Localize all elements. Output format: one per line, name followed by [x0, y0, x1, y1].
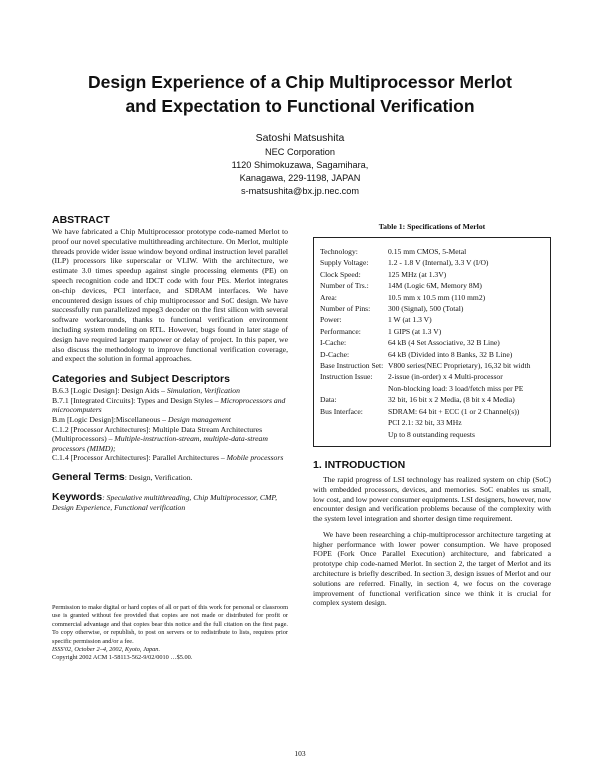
- categories-list: [52, 386, 288, 463]
- spec-row: [320, 280, 544, 291]
- spec-row: [320, 406, 544, 417]
- spec-key: Instruction Issue:: [320, 372, 373, 382]
- spec-value: 1 GIPS (at 1.3 V): [388, 326, 442, 336]
- spec-value: SDRAM: 64 bit + ECC (1 or 2 Channel(s)): [388, 406, 520, 416]
- spec-row: [320, 257, 544, 268]
- spec-key: D-Cache:: [320, 349, 350, 359]
- spec-row: [320, 394, 544, 405]
- general-terms-text: : Design, Verification.: [124, 472, 193, 482]
- spec-key: Bus Interface:: [320, 406, 363, 416]
- category-item: C.1.2 [Processor Architectures]: Multiple Data Stream Architectures (Multiprocessors) – Multiple-instruction-stream, multiple-data-stream processors (MIMD);: [52, 424, 268, 453]
- keywords-label: Keywords: [52, 490, 103, 503]
- spec-row: [320, 292, 544, 303]
- spec-value: 1.2 - 1.8 V (Internal), 3.3 V (I/O): [388, 258, 489, 268]
- keywords: [52, 492, 288, 513]
- spec-row: [320, 417, 544, 428]
- copyright-footnote: [52, 604, 288, 663]
- spec-key: Area:: [320, 292, 337, 302]
- spec-key: Number of Pins:: [320, 304, 371, 314]
- spec-key: Number of Trs.:: [320, 281, 369, 291]
- categories-heading: Categories and Subject Descriptors: [52, 373, 230, 386]
- spec-key: Technology:: [320, 247, 358, 256]
- spec-row: [320, 326, 544, 337]
- spec-value: 14M (Logic 6M, Memory 8M): [388, 281, 482, 291]
- category-item: B.m [Logic Design]:Miscellaneous – Design management: [52, 414, 231, 424]
- page-number: 103: [294, 749, 306, 758]
- category-item: C.1.4 [Processor Architectures]: Parallel Architectures – Mobile processors: [52, 453, 284, 463]
- author-block: [140, 132, 460, 198]
- paper-title: [40, 70, 560, 118]
- spec-row: [320, 314, 544, 325]
- venue-text: ISSS'02, October 2–4, 2002, Kyoto, Japan.: [52, 646, 161, 654]
- spec-key: Data:: [320, 395, 337, 405]
- spec-value: V800 series(NEC Proprietary), 16,32 bit width: [388, 361, 531, 371]
- general-terms: [52, 472, 288, 483]
- spec-table: [313, 237, 551, 447]
- spec-row: [320, 349, 544, 360]
- right-column: [313, 222, 551, 608]
- intro-paragraph-2: We have been researching a chip-multiprocessor architecture targeting at higher performance with lower power consumption. We have proposed FOPE (Fork Once Parallel Execution) architecture, and fabricated a prototype chip code-named Merlot. In section 2, the target of Merlot and its architecture is briefly described. In section 3, design issues of Merlot and our solutions are referred. Finally, in section 4, we focus on the coverage improvement of functional verification since we think it is crucial for complex system design.: [313, 529, 551, 608]
- spec-row: [320, 337, 544, 348]
- spec-value: 2-issue (in-order) x 4 Multi-processor: [388, 372, 503, 382]
- category-item: B.7.1 [Integrated Circuits]: Types and Design Styles – Microprocessors and microcomputers: [52, 395, 286, 415]
- spec-value: PCI 2.1: 32 bit, 33 MHz: [388, 418, 462, 428]
- spec-value: 32 bit, 16 bit x 2 Media, (8 bit x 4 Media): [388, 395, 515, 405]
- spec-row: [320, 360, 544, 371]
- title-line-1: Design Experience of a Chip Multiprocessor Merlot: [88, 72, 512, 92]
- category-item: B.6.3 [Logic Design]: Design Aids – Simulation, Verification: [52, 386, 240, 396]
- spec-key: Performance:: [320, 326, 361, 336]
- spec-row: [320, 303, 544, 314]
- author-affiliation: NEC Corporation: [265, 147, 335, 157]
- spec-key: [320, 429, 388, 440]
- spec-value: Non-blocking load: 3 load/fetch miss per PE: [388, 383, 524, 393]
- spec-key: Base Instruction Set:: [320, 361, 384, 371]
- keywords-text: : Speculative multithreading, Chip Multiprocessor, CMP, Design Experience, Functional verification: [52, 492, 277, 512]
- abstract-heading: ABSTRACT: [52, 214, 110, 226]
- author-name: Satoshi Matsushita: [255, 132, 345, 144]
- title-line-2: and Expectation to Functional Verification: [125, 96, 475, 116]
- spec-key: Power:: [320, 315, 342, 325]
- table-caption: Table 1: Specifications of Merlot: [378, 222, 486, 231]
- spec-value: 0.15 mm CMOS, 5-Metal: [388, 247, 467, 256]
- spec-value: Up to 8 outstanding requests: [388, 429, 475, 439]
- permission-text: Permission to make digital or hard copies of all or part of this work for personal or classroom use is granted without fee provided that copies are not made or distributed for profit or commercial advantage and that copies bear this notice and the full citation on the first page. To copy otherwise, or republish, to post on servers or to redistribute to lists, requires prior specific permission and/or a fee.: [52, 604, 288, 645]
- author-email: s-matsushita@bx.jp.nec.com: [240, 186, 360, 196]
- spec-row: [320, 269, 544, 280]
- left-column: [52, 214, 288, 513]
- spec-key: Clock Speed:: [320, 269, 361, 279]
- spec-key: Supply Voltage:: [320, 258, 369, 268]
- spec-value: 1 W (at 1.3 V): [388, 315, 432, 325]
- abstract-text: We have fabricated a Chip Multiprocessor prototype code-named Merlot to proof our novel speculative multithreading architecture. On Merlot, multiple threads provide wider issue window beyond ordinal instruction level parallel (ILP) processors like superscalar or VLIW. With the architecture, we estimate 3.0 times speedup against single processing elements (PE) on speech recognition code and IDCT code with four PEs. Merlot integrates on-chip devices, PCI interface, and SDRAM interfaces. We have encountered design issues of chip multiprocessor and SoC design. We have successfully run parallelized mpeg3 decoder on the first silicon with several software workarounds, thanks to functional verification environment including system modeling on RTL. However, bugs found in later stage of design have required larger manpower or delay of project. In this paper, we also discuss the methodology to improve functional verification coverage, and expect the solution in formal approaches.: [52, 227, 288, 364]
- author-address-1: 1120 Shimokuzawa, Sagamihara,: [231, 160, 369, 170]
- spec-value: 64 kB (Divided into 8 Banks, 32 B Line): [388, 349, 513, 359]
- spec-key: I-Cache:: [320, 338, 347, 348]
- spec-value: 64 kB (4 Set Associative, 32 B Line): [388, 338, 500, 348]
- spec-key: [320, 383, 388, 394]
- spec-row: [320, 371, 544, 382]
- spec-key: [320, 417, 388, 428]
- introduction-heading: 1. INTRODUCTION: [313, 458, 406, 471]
- spec-value: 10.5 mm x 10.5 mm (110 mm2): [388, 292, 486, 302]
- copyright-text: Copyright 2002 ACM 1-58113-562-9/02/0010 …$5.00.: [52, 654, 193, 662]
- spec-value: 125 MHz (at 1.3V): [388, 269, 447, 279]
- spec-value: 300 (Signal), 500 (Total): [388, 304, 464, 314]
- spec-row: [320, 246, 544, 257]
- author-address-2: Kanagawa, 229-1198, JAPAN: [239, 173, 361, 183]
- spec-row: [320, 383, 544, 394]
- spec-row: [320, 429, 544, 440]
- intro-paragraph-1: The rapid progress of LSI technology has realized system on chip (SoC) with embedded processors, devices, and memories. SoC enables us small, low cost, and low power consumer equipments. LSI designers, however, now encounter design and verification problems because of the complexity with the system level integration and shorter design time requirement.: [313, 474, 551, 524]
- general-terms-label: General Terms: [52, 470, 125, 483]
